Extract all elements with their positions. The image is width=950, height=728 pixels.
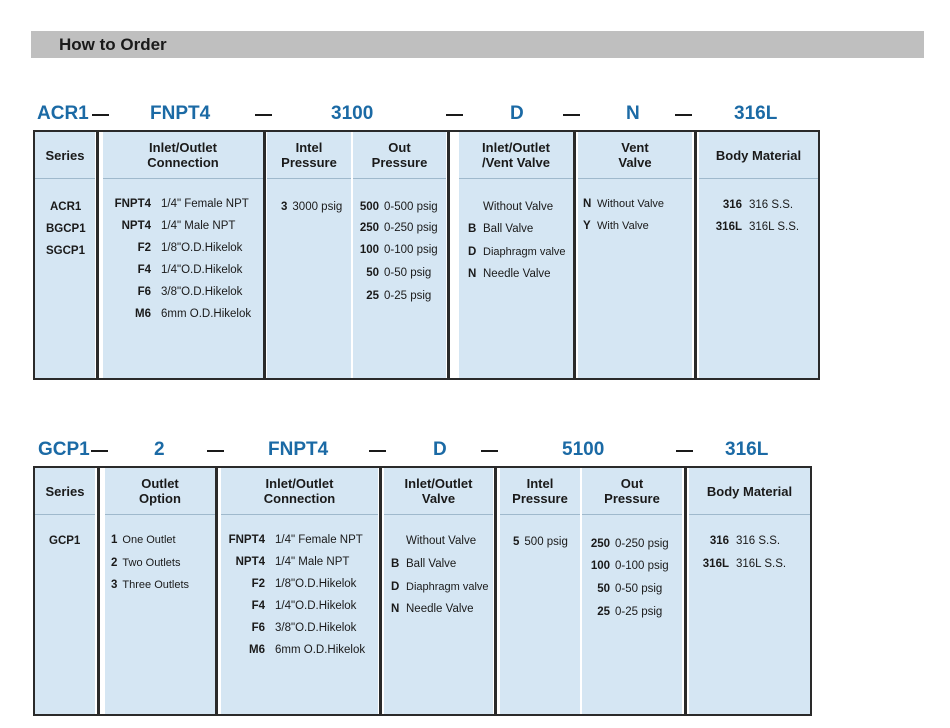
section-header bbox=[31, 31, 924, 58]
option-code: 250 bbox=[359, 222, 379, 234]
code-series: ACR1 bbox=[37, 103, 89, 124]
col-header: Series bbox=[35, 132, 95, 179]
code-outlet: 2 bbox=[154, 439, 165, 460]
col-header: Out Pressure bbox=[353, 132, 446, 179]
code-dash bbox=[563, 114, 580, 116]
option-desc: 3000 psig bbox=[292, 201, 343, 213]
option-desc: Needle Valve bbox=[406, 603, 474, 615]
column-divider bbox=[573, 130, 576, 380]
col-header: Out Pressure bbox=[582, 468, 682, 515]
option-code: FNPT4 bbox=[228, 534, 265, 546]
option-desc: Ball Valve bbox=[406, 558, 457, 570]
option-code: D bbox=[468, 246, 477, 258]
code-series: GCP1 bbox=[38, 439, 90, 460]
option-code: FNPT4 bbox=[114, 198, 151, 210]
option-desc: 1/4" Female NPT bbox=[161, 198, 249, 210]
code-dash bbox=[255, 114, 272, 116]
option-desc: 3/8"O.D.Hikelok bbox=[161, 286, 243, 298]
column-divider bbox=[684, 466, 687, 716]
option-code: 316 bbox=[722, 199, 742, 211]
option-desc: 316 S.S. bbox=[749, 199, 794, 211]
code-dash bbox=[676, 450, 693, 452]
code-dash bbox=[91, 450, 108, 452]
option-desc: 316L S.S. bbox=[749, 221, 800, 233]
option-desc: 1/4" Male NPT bbox=[161, 220, 236, 232]
series-code: BGCP1 bbox=[46, 223, 86, 235]
option-code: 316 bbox=[709, 535, 729, 547]
option-code: NPT4 bbox=[235, 556, 265, 568]
code-material: 316L bbox=[725, 439, 769, 460]
col-body-material bbox=[689, 468, 810, 714]
series-code: ACR1 bbox=[50, 201, 82, 213]
option-code: 3 bbox=[281, 201, 288, 213]
option-code: Y bbox=[583, 220, 591, 232]
column-divider bbox=[215, 466, 218, 716]
code-dash bbox=[207, 450, 224, 452]
option-desc: 0-25 psig bbox=[615, 606, 663, 618]
option-desc: 1/4" Male NPT bbox=[275, 556, 350, 568]
option-code: 25 bbox=[597, 606, 610, 618]
option-desc: 0-50 psig bbox=[384, 267, 432, 279]
col-header: Body Material bbox=[699, 132, 818, 179]
column-divider bbox=[494, 466, 497, 716]
option-desc: Three Outlets bbox=[122, 579, 190, 591]
order-table-acr1 bbox=[33, 130, 820, 380]
col-intel-pressure bbox=[500, 468, 580, 714]
col-out-pressure bbox=[353, 132, 446, 378]
option-desc: 1/4"O.D.Hikelok bbox=[161, 264, 243, 276]
option-code: 2 bbox=[111, 557, 118, 569]
code-material: 316L bbox=[734, 103, 778, 124]
option-code: M6 bbox=[249, 644, 265, 656]
option-desc: 6mm O.D.Hikelok bbox=[275, 644, 366, 656]
col-vent bbox=[578, 132, 692, 378]
col-intel-pressure bbox=[267, 132, 351, 378]
option-desc: 3/8"O.D.Hikelok bbox=[275, 622, 357, 634]
code-dash bbox=[481, 450, 498, 452]
option-code: B bbox=[391, 558, 400, 570]
col-body-material bbox=[699, 132, 818, 378]
col-header: Outlet Option bbox=[105, 468, 215, 515]
column-divider bbox=[447, 130, 450, 380]
option-code: 25 bbox=[366, 290, 379, 302]
option-desc: 1/8"O.D.Hikelok bbox=[161, 242, 243, 254]
code-valve: D bbox=[510, 103, 524, 124]
option-code: F2 bbox=[251, 578, 265, 590]
code-dash bbox=[675, 114, 692, 116]
option-code: 50 bbox=[597, 583, 610, 595]
col-series bbox=[35, 132, 95, 378]
option-desc: Without Valve bbox=[483, 201, 554, 213]
code-dash bbox=[92, 114, 109, 116]
option-desc: Diaphragm valve bbox=[483, 246, 566, 258]
option-desc: With Valve bbox=[597, 220, 649, 232]
col-header: Inlet/Outlet /Vent Valve bbox=[459, 132, 573, 179]
option-desc: Without Valve bbox=[597, 198, 665, 210]
column-divider bbox=[694, 130, 697, 380]
option-code: 100 bbox=[359, 244, 379, 256]
col-series bbox=[35, 468, 95, 714]
code-valve: D bbox=[433, 439, 447, 460]
col-valve bbox=[384, 468, 493, 714]
option-desc: 316 S.S. bbox=[736, 535, 781, 547]
code-pressure: 3100 bbox=[331, 103, 374, 124]
series-code: GCP1 bbox=[49, 535, 81, 547]
section-title: How to Order bbox=[59, 35, 167, 54]
option-desc: Ball Valve bbox=[483, 223, 534, 235]
option-desc: 0-250 psig bbox=[384, 222, 438, 234]
option-desc: 0-50 psig bbox=[615, 583, 663, 595]
option-desc: 1/4" Female NPT bbox=[275, 534, 363, 546]
option-code: N bbox=[468, 268, 477, 280]
option-code: N bbox=[391, 603, 400, 615]
option-code: F4 bbox=[137, 264, 151, 276]
option-desc: Diaphragm valve bbox=[406, 581, 489, 593]
col-connection bbox=[221, 468, 378, 714]
code-connection: FNPT4 bbox=[268, 439, 329, 460]
option-desc: 500 psig bbox=[524, 536, 568, 548]
option-desc: 0-100 psig bbox=[384, 244, 438, 256]
option-code: F2 bbox=[137, 242, 151, 254]
option-code: B bbox=[468, 223, 477, 235]
col-header: Inlet/Outlet Valve bbox=[384, 468, 493, 515]
option-code: 500 bbox=[359, 201, 379, 213]
option-code: 3 bbox=[111, 579, 118, 591]
option-desc: 1/4"O.D.Hikelok bbox=[275, 600, 357, 612]
option-desc: Without Valve bbox=[406, 535, 477, 547]
option-desc: Two Outlets bbox=[122, 557, 181, 569]
option-desc: 0-500 psig bbox=[384, 201, 438, 213]
code-vent: N bbox=[626, 103, 640, 124]
code-dash bbox=[369, 450, 386, 452]
col-header: Series bbox=[35, 468, 95, 515]
option-code: 1 bbox=[111, 534, 118, 546]
column-divider bbox=[263, 130, 266, 380]
column-divider bbox=[97, 466, 100, 716]
option-desc: Needle Valve bbox=[483, 268, 551, 280]
col-valve bbox=[459, 132, 573, 378]
column-divider bbox=[96, 130, 99, 380]
option-code: 100 bbox=[590, 560, 610, 572]
column-divider bbox=[379, 466, 382, 716]
col-header: Intel Pressure bbox=[500, 468, 580, 515]
option-desc: 0-25 psig bbox=[384, 290, 432, 302]
option-desc: 6mm O.D.Hikelok bbox=[161, 308, 252, 320]
code-dash bbox=[446, 114, 463, 116]
col-header: Intel Pressure bbox=[267, 132, 351, 179]
order-table-gcp1 bbox=[33, 466, 812, 716]
col-header: Body Material bbox=[689, 468, 810, 515]
option-code: N bbox=[583, 198, 592, 210]
code-connection: FNPT4 bbox=[150, 103, 211, 124]
option-code: 50 bbox=[366, 267, 379, 279]
option-code: F6 bbox=[137, 286, 151, 298]
col-out-pressure bbox=[582, 468, 682, 714]
option-code: 316L bbox=[702, 558, 729, 570]
option-code: D bbox=[391, 581, 400, 593]
col-header: Inlet/Outlet Connection bbox=[103, 132, 263, 179]
col-connection bbox=[103, 132, 263, 378]
col-header: Vent Valve bbox=[578, 132, 692, 179]
option-code: 250 bbox=[590, 538, 610, 550]
option-desc: 0-250 psig bbox=[615, 538, 669, 550]
option-desc: One Outlet bbox=[122, 534, 176, 546]
option-code: 316L bbox=[715, 221, 742, 233]
col-header: Inlet/Outlet Connection bbox=[221, 468, 378, 515]
option-code: F6 bbox=[251, 622, 265, 634]
option-desc: 0-100 psig bbox=[615, 560, 669, 572]
option-desc: 316L S.S. bbox=[736, 558, 787, 570]
option-code: F4 bbox=[251, 600, 265, 612]
option-code: 5 bbox=[513, 536, 520, 548]
option-code: M6 bbox=[135, 308, 151, 320]
option-code: NPT4 bbox=[121, 220, 151, 232]
col-outlet bbox=[105, 468, 215, 714]
series-code: SGCP1 bbox=[46, 245, 85, 257]
option-desc: 1/8"O.D.Hikelok bbox=[275, 578, 357, 590]
code-pressure: 5100 bbox=[562, 439, 605, 460]
